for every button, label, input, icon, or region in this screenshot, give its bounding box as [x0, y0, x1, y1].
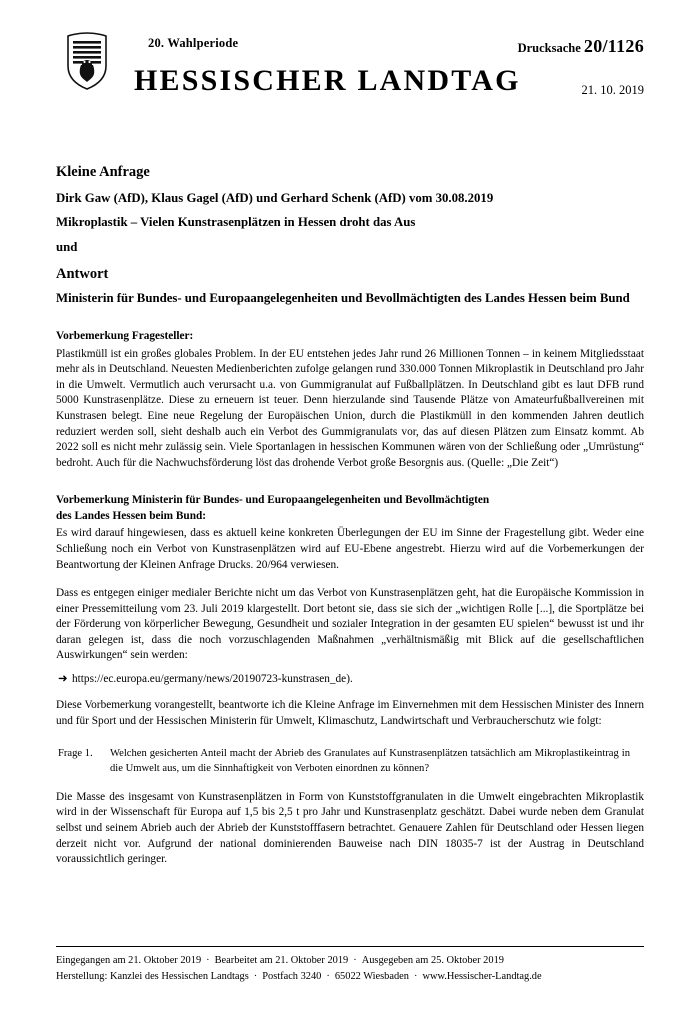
antwort-title: Antwort	[56, 265, 109, 282]
footer-publisher: Herstellung: Kanzlei des Hessischen Landtags	[56, 971, 249, 983]
question-text: Welchen gesicherten Anteil macht der Abrieb des Granulates auf Kunstrasenplätzen tatsächlich am Mikroplastikeintrag in die Umwelt aus, um die Sinnhaftigkeit von Verboten einordnen zu können?	[110, 748, 630, 775]
footer-issued: Ausgegeben am 25. Oktober 2019	[361, 954, 504, 966]
link-url[interactable]: https://ec.europa.eu/germany/news/20190723-kunstrasen_de).	[72, 673, 353, 686]
answer-text: Die Masse des insgesamt von Kunstrasenplätzen in Form von Kunststoffgranulaten in die Umwelt eingebrachten Mikroplastik wird in der Wissenschaft für Europa auf 1,5 bis 2,5 t pro Jahr und Kunstrasenplatz geschätzt. Dabei wurde neben dem Granulat selbst und seinem Abrieb auch der Abrieb der Kunststofffasern betrachtet. Genauere Zahlen für Deutschland oder Hessen liegen derzeit nicht vor. Aufgrund der national dominierenden Bauweise nach DIN 18035-7 ist der Austrag in Deutschland voraussichtlich geringer.	[56, 790, 644, 866]
page-title: HESSISCHER LANDTAG	[134, 64, 521, 97]
drucksache-number: 20/1126	[583, 36, 644, 56]
footer-line-publisher	[56, 969, 644, 986]
footer-divider	[56, 946, 644, 947]
drucksache-number-block	[518, 36, 644, 57]
vorbemerkung-ministerin-heading-line2: des Landes Hessen beim Bund:	[56, 509, 207, 522]
arrow-right-icon: ➜	[58, 673, 68, 686]
paragraph-einvernehmen: Diese Vorbemerkung vorangestellt, beantworte ich die Kleine Anfrage im Einvernehmen mit dem Hessischen Minister des Innern und für Sport und der Hessischen Ministerin für Umwelt, Klimaschutz, Landwirtschaft und Verbraucherschutz wie folgt:	[56, 699, 644, 727]
footer-city: 65022 Wiesbaden	[334, 971, 409, 983]
question-label: Frage 1.	[58, 748, 93, 760]
footer-line-dates	[56, 953, 644, 970]
anfrage-authors: Dirk Gaw (AfD), Klaus Gagel (AfD) und Gerhard Schenk (AfD) vom 30.08.2019	[56, 191, 494, 205]
document-page	[0, 26, 700, 1016]
vorbemerkung-ministerin-section	[56, 493, 644, 573]
footer-received: Eingegangen am 21. Oktober 2019	[56, 954, 202, 966]
hessen-coat-of-arms-icon	[64, 32, 110, 90]
vorbemerkung-fragesteller-heading: Vorbemerkung Fragesteller:	[56, 330, 194, 343]
document-body	[56, 164, 644, 868]
footer-sep-2: ·	[353, 954, 357, 966]
question-block	[56, 747, 644, 777]
vorbemerkung-ministerin-text: Es wird darauf hingewiesen, dass es aktuell keine konkreten Überlegungen der EU im Sinne der Fragestellung gibt. Weder eine Schließung noch ein Verbot von Kunstrasenplätzen wird auf EU-Ebene angestrebt. Hierzu wird auf die Vorbemerkungen der Beantwortung der Kleinen Anfrage Drucks. 20/964 verwiesen.	[56, 527, 644, 571]
legislative-period: 20. Wahlperiode	[148, 36, 239, 50]
conjunction-und: und	[56, 239, 78, 254]
vorbemerkung-fragesteller-text: Plastikmüll ist ein großes globales Problem. In der EU entstehen jedes Jahr rund 26 Millionen Tonnen – in keinem Mitgliedsstaat mehr als in Deutschland. Neuesten Medienberichten zufolge gelangen rund 330.000 Tonnen Mikroplastik in Deutschland pro Jahr in die Umwelt. Vermutlich auch verursacht u.a. von Gummigranulat auf Fußballplätzen. In Deutschland gibt es laut DFB rund 5000 Kunstrasenplätze. Diese zu erneuern ist teuer. Denn hierzulande sind Tausende Plätze von Amateurfußballvereinen mit Kunstrasen belegt. Eine neue Regelung der Europäischen Union, durch die Plastikmüll in den kommenden Jahren deutlich reduziert werden soll, sieht deshalb auch ein Verbot des Gummigranulats vor, das auf diesen Plätzen zum Einsatz kommt. Ab 2022 soll es nicht mehr zulässig sein. Viele Sportanlagen in hessischen Kommunen wären von der Schließung oder „Umrüstung“ bedroht. Auch für die Nachwuchsförderung löst das drohende Verbot große Besorgnis aus. (Quelle: „Die Zeit“)	[56, 347, 644, 469]
footer-processed: Bearbeitet am 21. Oktober 2019	[214, 954, 349, 966]
antwort-author: Ministerin für Bundes- und Europaangelegenheiten und Bevollmächtigten des Landes Hessen beim Bund	[56, 290, 630, 305]
anfrage-subject: Mikroplastik – Vielen Kunstrasenplätzen in Hessen droht das Aus	[56, 215, 416, 230]
vorbemerkung-ministerin-heading-line1: Vorbemerkung Ministerin für Bundes- und Europaangelegenheiten und Bevollmächtigten	[56, 494, 490, 507]
footer-sep-1: ·	[206, 954, 210, 966]
drucksache-label: Drucksache	[517, 41, 581, 55]
paragraph-pressemitteilung: Dass es entgegen einiger medialer Berichte nicht um das Verbot von Kunstrasenplätzen geht, hat die Europäische Kommission in einer Pressemitteilung vom 23. Juli 2019 klargestellt. Dort betont sie, dass sie sich der „wichtigen Rolle [...], die Sportplätze bei der Förderung von körperlicher Bewegung, Gesundheit und sozialer Integration in der gesamten EU spielen“ bewusst ist und ihr daran gelegen ist, dass die noch vorzuschlagenden Maßnahmen „verhältnismäßig mit Blick auf die gesellschaftlichen Auswirkungen“ sein werden:	[56, 587, 644, 662]
kleine-anfrage-title: Kleine Anfrage	[56, 164, 150, 180]
footer-sep-5: ·	[414, 971, 418, 983]
footer-website[interactable]: www.Hessischer-Landtag.de	[422, 971, 542, 983]
footer-sep-4: ·	[326, 971, 330, 983]
publication-date: 21. 10. 2019	[581, 83, 644, 97]
external-link-line[interactable]	[56, 672, 644, 685]
footer-postbox: Postfach 3240	[262, 971, 322, 983]
vorbemerkung-fragesteller-section	[56, 329, 644, 471]
footer-sep-3: ·	[253, 971, 258, 983]
document-header	[56, 26, 644, 130]
document-footer	[56, 946, 644, 986]
